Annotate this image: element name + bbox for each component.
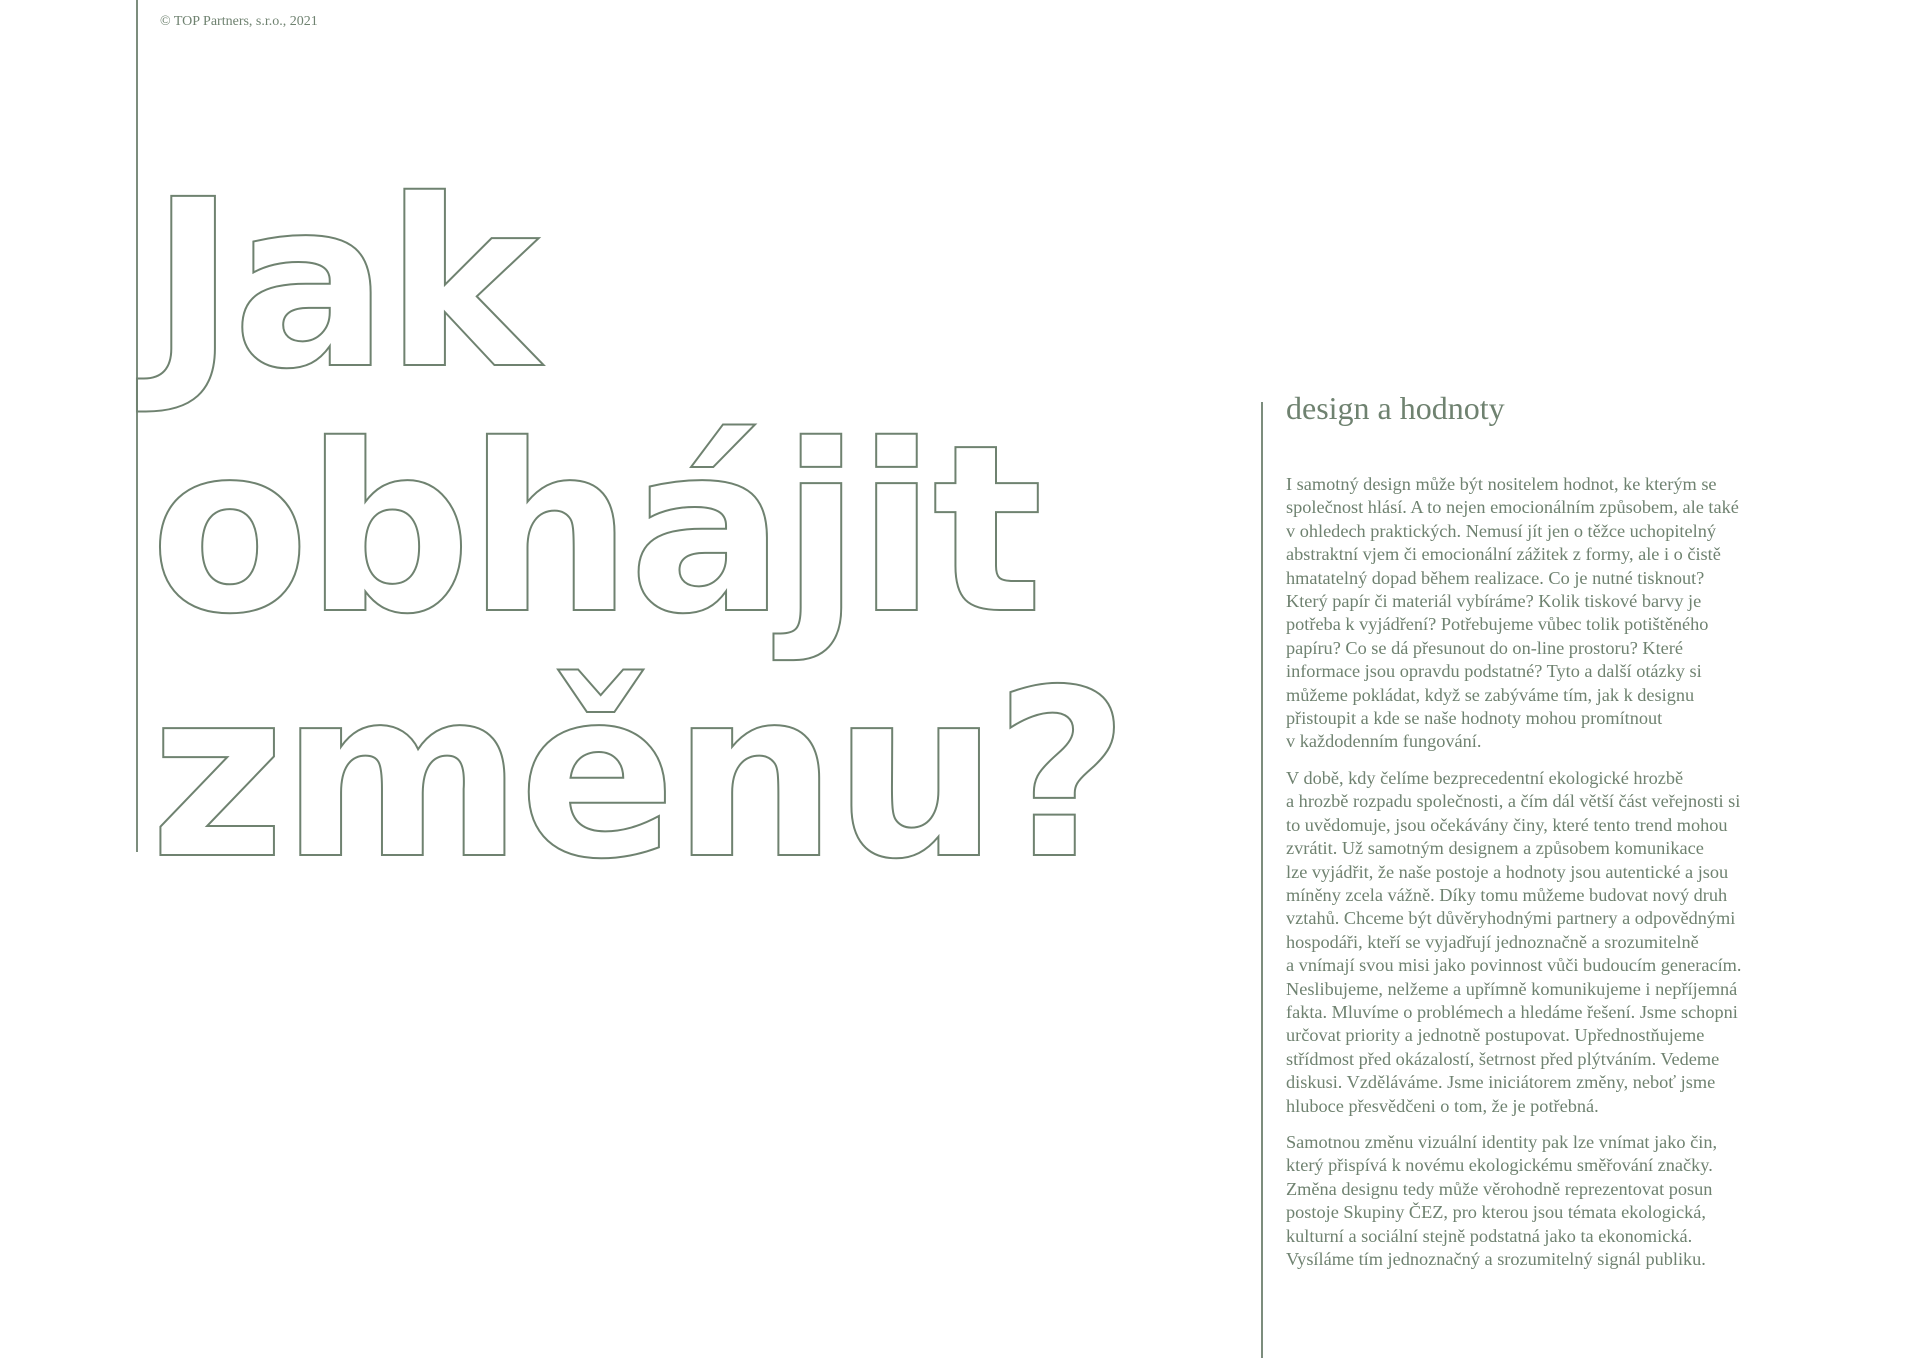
text-line: abstraktní vjem či emocionální zážitek z formy, ale i o čistě bbox=[1286, 544, 1721, 565]
text-line: určovat priority a jednotně postupovat. Upřednostňujeme bbox=[1286, 1025, 1705, 1046]
text-line: informace jsou opravdu podstatné? Tyto a další otázky si bbox=[1286, 661, 1702, 682]
text-line: postoje Skupiny ČEZ, pro kterou jsou témata ekologická, bbox=[1286, 1202, 1706, 1223]
text-line: potřeba k vyjádření? Potřebujeme vůbec tolik potištěného bbox=[1286, 614, 1709, 635]
left-vertical-rule bbox=[136, 0, 138, 852]
text-line: který přispívá k novému ekologickému směřování značky. bbox=[1286, 1155, 1713, 1176]
section-title: design a hodnoty bbox=[1286, 390, 1505, 426]
text-line: hmatatelný dopad během realizace. Co je nutné tisknout? bbox=[1286, 567, 1705, 588]
text-line: fakta. Mluvíme o problémech a hledáme řešení. Jsme schopni bbox=[1286, 1001, 1738, 1022]
text-line: Samotnou změnu vizuální identity pak lze vnímat jako čin, bbox=[1286, 1131, 1718, 1152]
text-line: zvrátit. Už samotným designem a způsobem komunikace bbox=[1286, 838, 1704, 859]
text-line: můžeme pokládat, když se zabýváme tím, jak k designu bbox=[1286, 684, 1695, 705]
copyright-notice: © TOP Partners, s.r.o., 2021 bbox=[160, 14, 318, 29]
headline-line-1: Jak bbox=[150, 150, 536, 420]
text-line: Změna designu tedy může věrohodně reprezentovat posun bbox=[1286, 1178, 1713, 1199]
paragraph-3 bbox=[1286, 1131, 1776, 1271]
text-line: to uvědomuje, jsou očekávány činy, které tento trend mohou bbox=[1286, 814, 1728, 835]
text-line: I samotný design může být nositelem hodnot, ke kterým se bbox=[1286, 474, 1717, 494]
paragraph-1 bbox=[1286, 473, 1776, 754]
text-line: Vysíláme tím jednoznačný a srozumitelný signál publiku. bbox=[1286, 1249, 1706, 1269]
text-line: společnost hlásí. A to nejen emocionálním způsobem, ale také bbox=[1286, 497, 1739, 518]
text-line: V době, kdy čelíme bezprecedentní ekologické hrozbě bbox=[1286, 767, 1684, 788]
paragraph-2 bbox=[1286, 767, 1776, 1118]
text-line: v ohledech praktických. Nemusí jít jen o těžce uchopitelný bbox=[1286, 520, 1716, 541]
right-vertical-rule bbox=[1261, 402, 1263, 1358]
text-line: střídmost před okázalostí, šetrnost před plýtváním. Vedeme bbox=[1286, 1048, 1720, 1069]
headline-line-3: změnu? bbox=[150, 640, 1126, 910]
body-text bbox=[1286, 473, 1776, 1284]
text-line: Který papír či materiál vybíráme? Kolik tiskové barvy je bbox=[1286, 591, 1702, 612]
text-line: hospodáři, kteří se vyjadřují jednoznačně a srozumitelně bbox=[1286, 931, 1699, 952]
text-line: přistoupit a kde se naše hodnoty mohou promítnout bbox=[1286, 708, 1663, 729]
text-line: hluboce přesvědčeni o tom, že je potřebná. bbox=[1286, 1095, 1599, 1116]
text-line: lze vyjádřit, že naše postoje a hodnoty jsou autentické a jsou bbox=[1286, 861, 1729, 882]
text-line: v každodenním fungování. bbox=[1286, 731, 1482, 752]
text-line: míněny zcela vážně. Díky tomu můžeme budovat nový druh bbox=[1286, 884, 1728, 905]
headline bbox=[150, 140, 1126, 910]
text-line: kulturní a sociální stejně podstatná jako ta ekonomická. bbox=[1286, 1225, 1693, 1246]
text-line: Neslibujeme, nelžeme a upřímně komunikujeme i nepříjemná bbox=[1286, 978, 1738, 999]
headline-outline-text bbox=[150, 140, 1126, 910]
text-line: vztahů. Chceme být důvěryhodnými partnery a odpovědnými bbox=[1286, 908, 1736, 929]
text-line: papíru? Co se dá přesunout do on-line prostoru? Které bbox=[1286, 637, 1684, 658]
headline-line-2: obhájit bbox=[150, 395, 1040, 665]
text-line: a hrozbě rozpadu společnosti, a čím dál větší část veřejnosti si bbox=[1286, 791, 1741, 812]
text-line: diskusi. Vzděláváme. Jsme iniciátorem změny, neboť jsme bbox=[1286, 1072, 1716, 1093]
text-line: a vnímají svou misi jako povinnost vůči budoucím generacím. bbox=[1286, 955, 1742, 976]
